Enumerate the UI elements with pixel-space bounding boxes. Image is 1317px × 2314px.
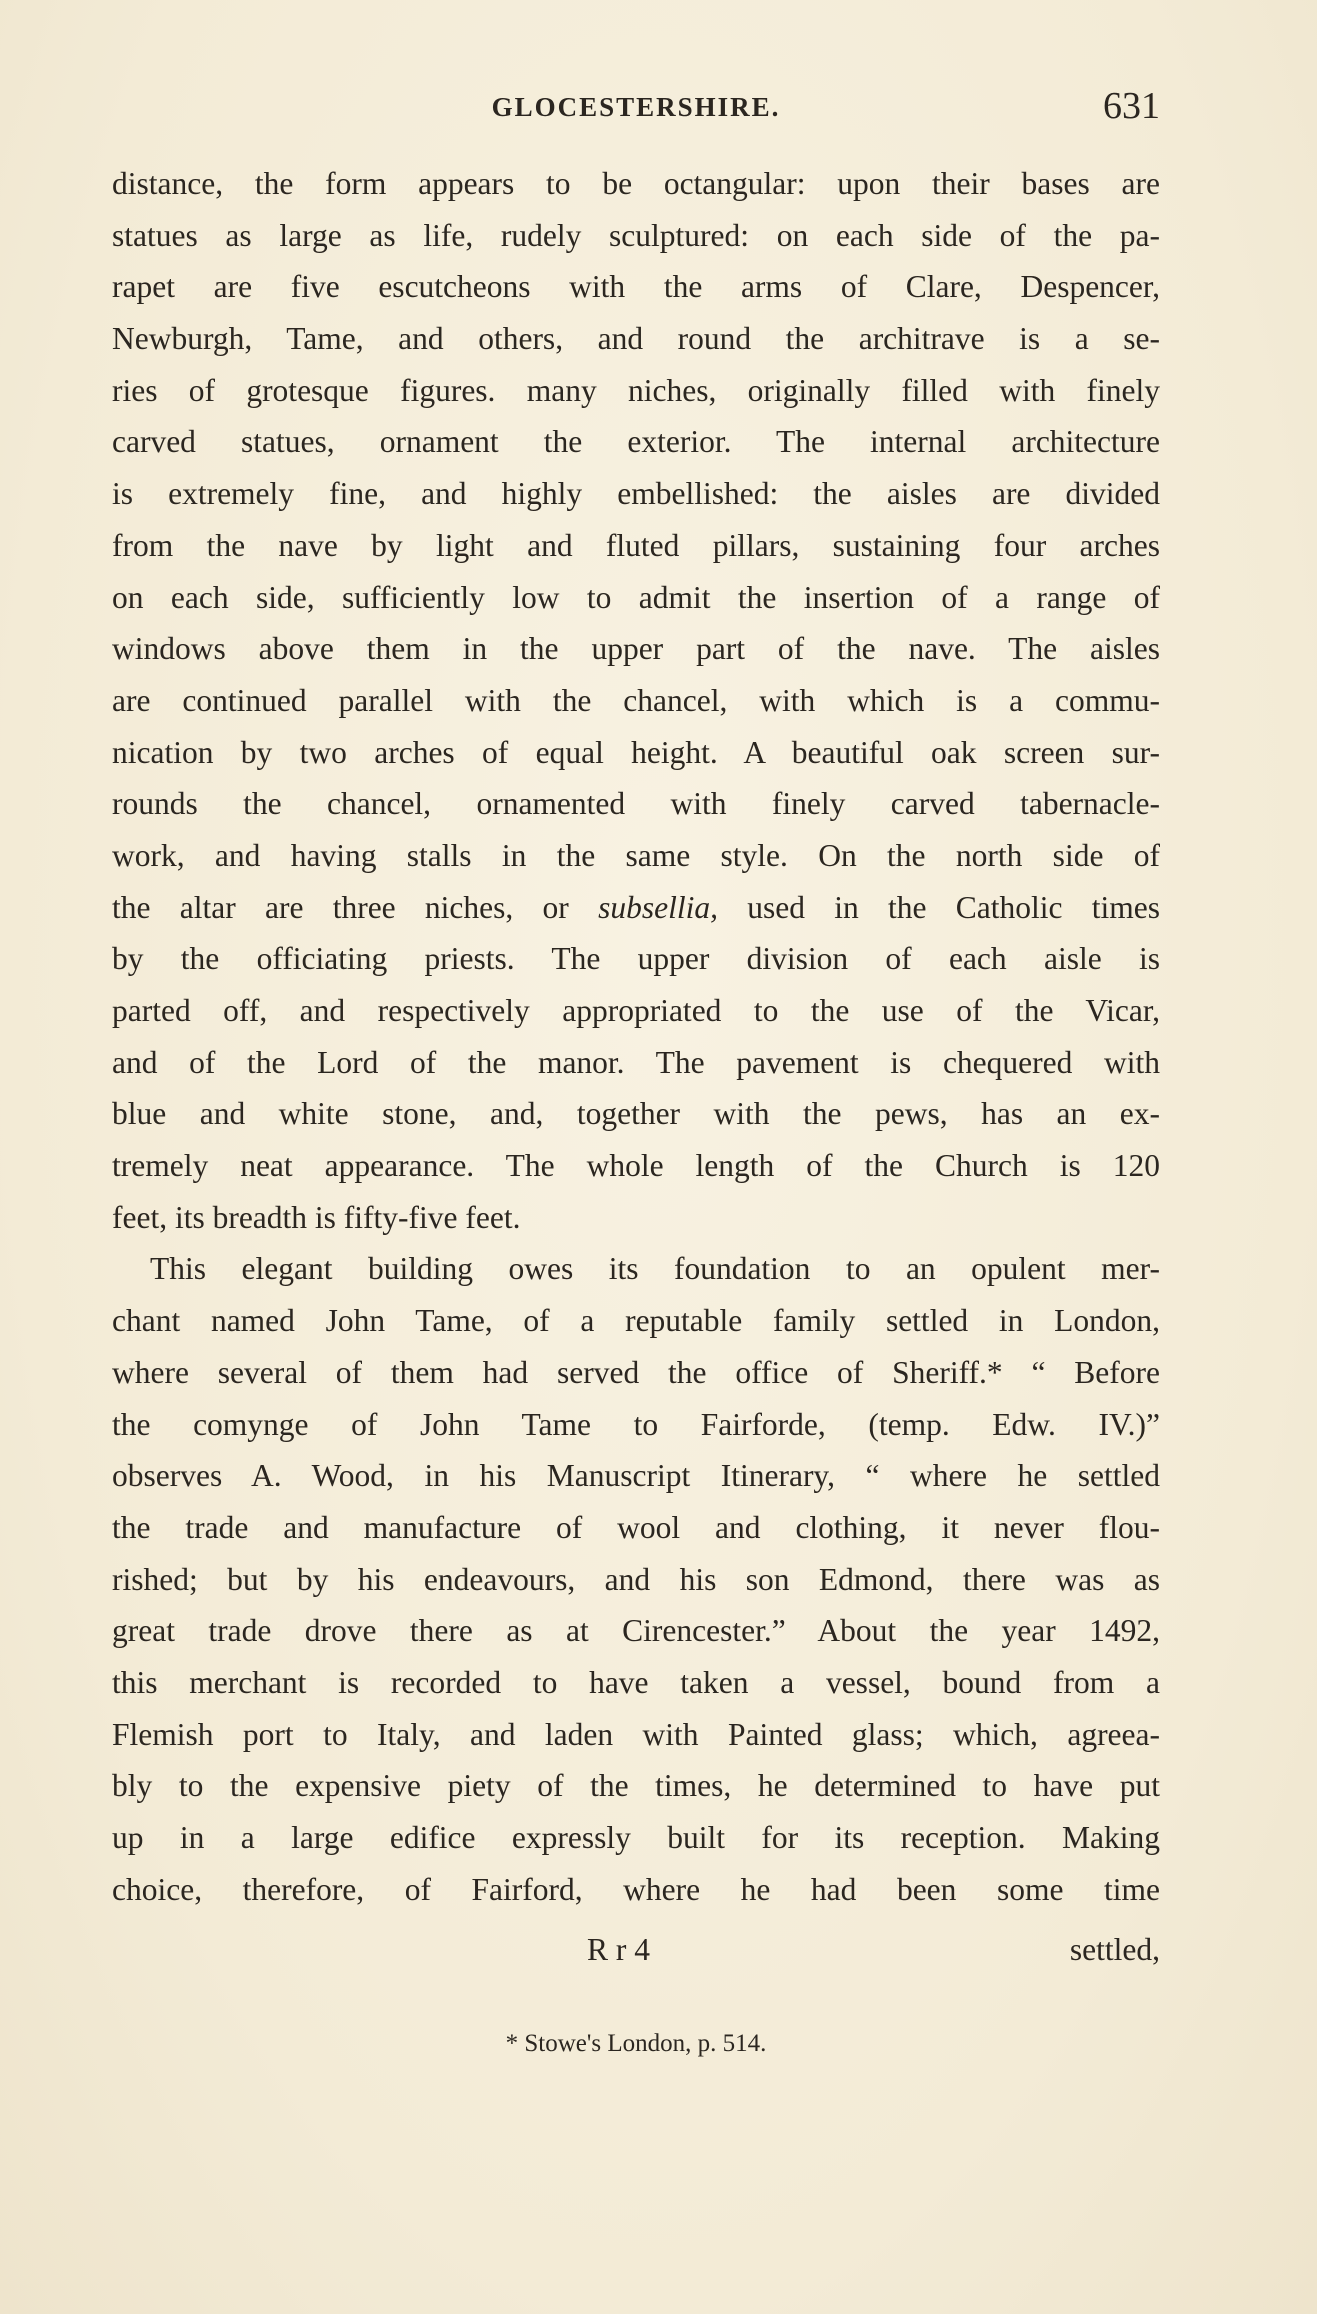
text-line: tremely neat appearance. The whole length of the Church is 120 bbox=[112, 1148, 1160, 1184]
text-line: great trade drove there as at Cirencester.” About the year 1492, bbox=[112, 1613, 1160, 1649]
paragraph-start-line: This elegant building owes its foundation to an opulent mer- bbox=[150, 1251, 1160, 1287]
text-line: rished; but by his endeavours, and his son Edmond, there was as bbox=[112, 1561, 1160, 1597]
signature-line bbox=[112, 1932, 1160, 1980]
text-line: is extremely fine, and highly embellished: the aisles are divided bbox=[112, 476, 1160, 512]
text-line: bly to the expensive piety of the times, he determined to have put bbox=[112, 1768, 1160, 1804]
text-line: windows above them in the upper part of the nave. The aisles bbox=[112, 631, 1160, 667]
text-segment: the altar are three niches, or bbox=[112, 889, 569, 925]
signature-mark: R r 4 bbox=[587, 1932, 650, 1967]
text-line: rapet are five escutcheons with the arms of Clare, Despencer, bbox=[112, 269, 1160, 305]
page-header bbox=[112, 78, 1160, 128]
text-line: and of the Lord of the manor. The pavement is chequered with bbox=[112, 1044, 1160, 1080]
text-line: choice, therefore, of Fairford, where he had been some time bbox=[112, 1871, 1160, 1907]
text-line: chant named John Tame, of a reputable family settled in London, bbox=[112, 1303, 1160, 1339]
italic-term: subsellia, bbox=[598, 889, 718, 925]
page-number: 631 bbox=[1103, 85, 1160, 127]
text-line: from the nave by light and fluted pillars, sustaining four arches bbox=[112, 527, 1160, 563]
text-line: work, and having stalls in the same style. On the north side of bbox=[112, 837, 1160, 873]
text-line: observes A. Wood, in his Manuscript Itinerary, “ where he settled bbox=[112, 1458, 1160, 1494]
text-line: are continued parallel with the chancel, with which is a commu- bbox=[112, 682, 1160, 718]
text-line: up in a large edifice expressly built for its reception. Making bbox=[112, 1820, 1160, 1855]
text-line: nication by two arches of equal height. A beautiful oak screen sur- bbox=[112, 734, 1160, 770]
text-line: distance, the form appears to be octangular: upon their bases are bbox=[112, 166, 1160, 201]
text-line: statues as large as life, rudely sculptured: on each side of the pa- bbox=[112, 217, 1160, 253]
text-line: the trade and manufacture of wool and clothing, it never flou- bbox=[112, 1509, 1160, 1545]
text-line: blue and white stone, and, together with the pews, has an ex- bbox=[112, 1096, 1160, 1132]
text-line: this merchant is recorded to have taken a vessel, bound from a bbox=[112, 1664, 1160, 1700]
text-line: the comynge of John Tame to Fairforde, (temp. Edw. IV.)” bbox=[112, 1406, 1160, 1442]
text-line: on each side, sufficiently low to admit the insertion of a range of bbox=[112, 579, 1160, 615]
text-line: rounds the chancel, ornamented with finely carved tabernacle- bbox=[112, 786, 1160, 822]
text-segment: used in the Catholic times bbox=[747, 889, 1160, 925]
text-line: by the officiating priests. The upper division of each aisle is bbox=[112, 941, 1160, 977]
text-line: parted off, and respectively appropriated to the use of the Vicar, bbox=[112, 993, 1160, 1028]
footnote: * Stowe's London, p. 514. bbox=[505, 2030, 767, 2057]
text-line: Flemish port to Italy, and laden with Painted glass; which, agreea- bbox=[112, 1716, 1160, 1752]
text-line: carved statues, ornament the exterior. The internal architecture bbox=[112, 424, 1160, 460]
text-line: where several of them had served the office of Sheriff.* “ Before bbox=[112, 1354, 1160, 1390]
text-line: ries of grotesque figures. many niches, originally filled with finely bbox=[112, 372, 1160, 408]
paragraph-end-line: feet, its breadth is fifty-five feet. bbox=[112, 1199, 521, 1235]
running-title: GLOCESTERSHIRE. bbox=[491, 92, 781, 122]
catchword: settled, bbox=[1069, 1932, 1160, 1967]
text-line: Newburgh, Tame, and others, and round the architrave is a se- bbox=[112, 321, 1160, 357]
text-line-with-italic bbox=[112, 882, 1160, 934]
body-text bbox=[112, 158, 1160, 1915]
